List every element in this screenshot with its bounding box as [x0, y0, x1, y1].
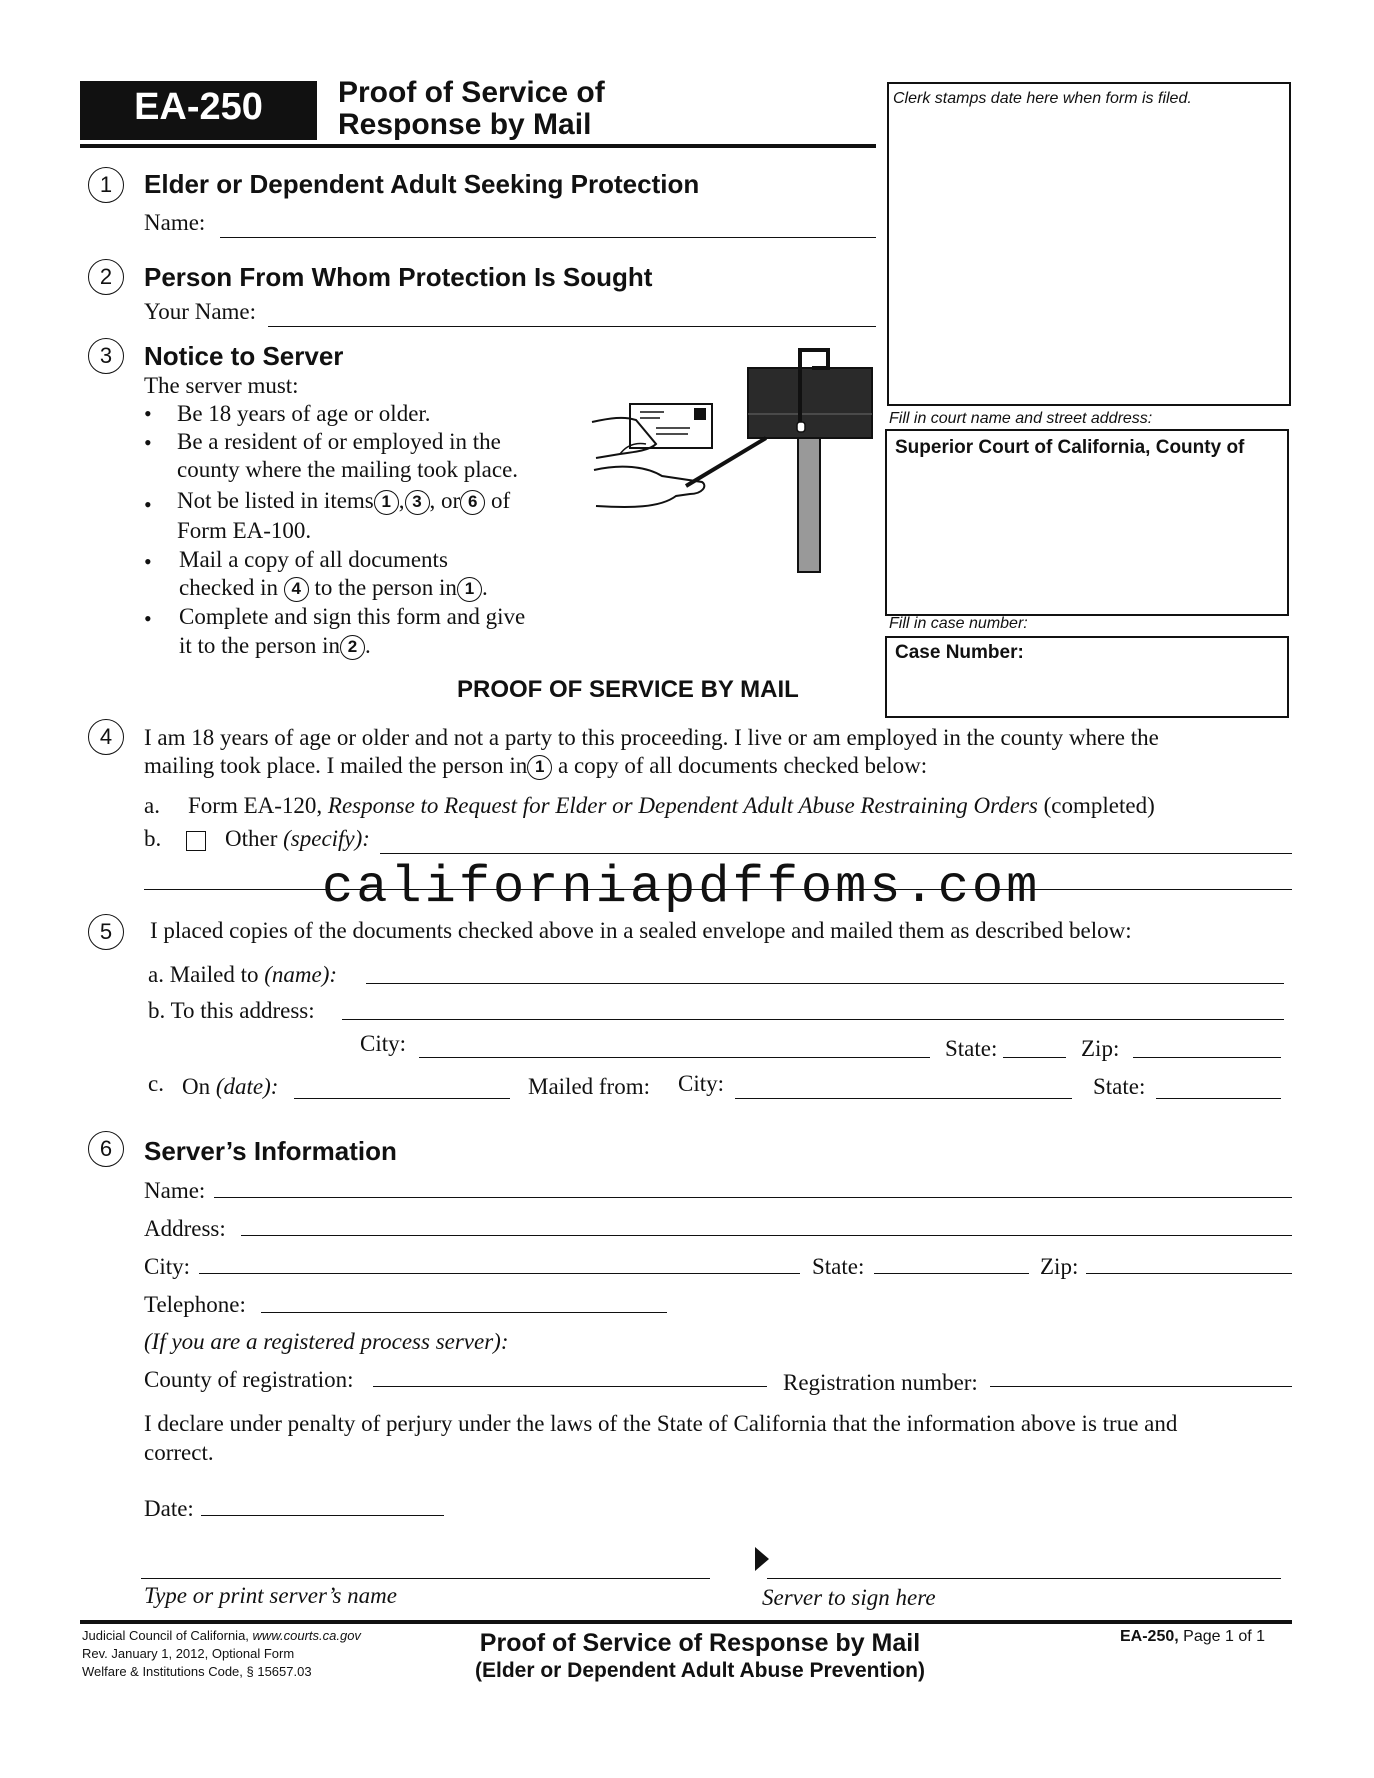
server-address-field[interactable] [241, 1235, 1292, 1236]
notice-bullet-3a [177, 488, 510, 515]
item-4a-completed: (completed) [1043, 793, 1155, 818]
item-5b-label: b. To this address: [148, 998, 315, 1023]
section4-line2 [144, 753, 927, 780]
other-label: Other [225, 826, 278, 851]
bullet-4-text: checked in [179, 575, 278, 600]
footer-subtitle: (Elder or Dependent Adult Abuse Prevention) [475, 1659, 925, 1682]
item-5c-on [182, 1074, 278, 1100]
proof-of-service-title: PROOF OF SERVICE BY MAIL [457, 676, 799, 703]
mailed-from-label: Mailed from: [528, 1074, 650, 1099]
bullet-4-text: to the person in [314, 575, 457, 600]
header-rule [80, 144, 876, 148]
mailing-date-field[interactable] [294, 1098, 510, 1099]
server-telephone-field[interactable] [261, 1312, 667, 1313]
section1-heading: Elder or Dependent Adult Seeking Protection [144, 169, 700, 199]
item-4a-letter: a. [144, 793, 160, 818]
ref-item-2: 2 [340, 635, 365, 660]
mailing-state-field[interactable] [1003, 1057, 1066, 1058]
type-name-caption: Type or print server’s name [144, 1583, 397, 1608]
server-state-label: State: [812, 1254, 865, 1279]
clerk-stamp-note: Clerk stamps date here when form is filed. [893, 90, 1192, 107]
court-name-box[interactable] [885, 429, 1289, 616]
footer-rev: Rev. January 1, 2012, Optional Form [82, 1646, 295, 1661]
server-signature-field[interactable] [767, 1578, 1281, 1579]
bullet: • [144, 606, 152, 631]
date-label: (date): [215, 1074, 279, 1099]
item-5-city-label: City: [360, 1031, 407, 1056]
item-4b-text [225, 826, 370, 852]
other-documents-checkbox[interactable] [186, 831, 206, 851]
ref-item-1: 1 [457, 577, 482, 602]
mailed-to-label: a. Mailed to [148, 962, 259, 987]
mailed-from-state-field[interactable] [1156, 1098, 1281, 1099]
period: . [364, 633, 371, 658]
form-title-line2: Response by Mail [338, 108, 592, 141]
section4-line1: I am 18 years of age or older and not a party to this proceeding. I live or am employed in the county where the [144, 725, 1159, 750]
watermark-text: californiapdffoms.com [322, 858, 1041, 917]
sign-arrow-icon [755, 1547, 769, 1571]
server-telephone-label: Telephone: [144, 1292, 246, 1317]
server-address-label: Address: [144, 1216, 226, 1241]
separator: , or [429, 488, 461, 513]
court-label: Superior Court of California, County of [895, 437, 1245, 458]
separator: , [398, 488, 405, 513]
declaration-date-field[interactable] [201, 1515, 444, 1516]
section4-line2-text: mailing took place. I mailed the person in [144, 753, 528, 778]
item-4a-form: Form EA-120, [188, 793, 323, 818]
notice-bullet-3b: Form EA-100. [177, 518, 312, 543]
footer-org [82, 1628, 361, 1643]
footer-title: Proof of Service of Response by Mail [479, 1629, 921, 1657]
server-city-field[interactable] [199, 1273, 800, 1274]
specify-label: (specify): [283, 826, 370, 851]
on-label: On [182, 1074, 211, 1099]
notice-bullet-3-text: Not be listed in items [177, 488, 374, 513]
court-note: Fill in court name and street address: [889, 410, 1153, 427]
ref-item-1: 1 [374, 490, 399, 515]
section6-heading: Server’s Information [144, 1136, 397, 1166]
mailing-zip-field[interactable] [1133, 1057, 1281, 1058]
clerk-stamp-box [887, 82, 1291, 406]
sign-here-caption: Server to sign here [762, 1585, 936, 1610]
footer-rule [80, 1620, 1292, 1624]
ref-item-4: 4 [284, 577, 309, 602]
section3-heading: Notice to Server [144, 341, 344, 371]
item-number-5: 5 [88, 914, 124, 950]
form-title-line1: Proof of Service of [338, 76, 605, 109]
server-zip-field[interactable] [1086, 1273, 1292, 1274]
item-number-2: 2 [88, 259, 124, 295]
bullet-5-text: it to the person in [179, 633, 340, 658]
item-number-3: 3 [88, 338, 124, 374]
notice-bullet-5a: Complete and sign this form and give [179, 604, 526, 629]
section1-name-label: Name: [144, 210, 206, 235]
server-name-field[interactable] [214, 1197, 1292, 1198]
other-documents-field-1[interactable] [380, 853, 1292, 854]
section2-name-label: Your Name: [144, 299, 257, 324]
notice-bullet-1: Be 18 years of age or older. [177, 401, 431, 426]
notice-bullet-4b [179, 575, 488, 602]
notice-bullet-5b [179, 633, 371, 660]
item-5-zip-label: Zip: [1081, 1036, 1120, 1061]
case-note: Fill in case number: [889, 615, 1028, 632]
item-5c-letter: c. [148, 1071, 164, 1096]
mailing-city-field[interactable] [419, 1057, 930, 1058]
notice-bullet-4a: Mail a copy of all documents [179, 547, 448, 572]
server-city-label: City: [144, 1254, 191, 1279]
item-4a-text [188, 793, 1155, 819]
footer-org-name: Judicial Council of California, [82, 1628, 249, 1643]
item-4a-form-title: Response to Request for Elder or Dependent Adult Abuse Restraining Orders [327, 793, 1038, 818]
item-number-6: 6 [88, 1131, 124, 1167]
date-label: Date: [144, 1496, 194, 1521]
registration-number-field[interactable] [990, 1386, 1292, 1387]
server-zip-label: Zip: [1040, 1254, 1079, 1279]
bullet: • [144, 549, 152, 574]
mailed-from-city-label: City: [678, 1071, 725, 1096]
registration-number-label: Registration number: [783, 1370, 978, 1395]
mailed-from-city-field[interactable] [735, 1098, 1072, 1099]
item-4b-letter: b. [144, 826, 162, 851]
server-name-label: Name: [144, 1178, 206, 1203]
item-number-1: 1 [88, 167, 124, 203]
item-5a-label [148, 962, 337, 988]
mailed-from-state-label: State: [1093, 1074, 1146, 1099]
period: . [481, 575, 488, 600]
county-registration-field[interactable] [373, 1386, 767, 1387]
ref-item-6: 6 [460, 490, 485, 515]
county-registration-label: County of registration: [144, 1367, 354, 1392]
section3-intro: The server must: [144, 373, 299, 398]
footer-url: www.courts.ca.gov [252, 1628, 361, 1643]
declaration-line1: I declare under penalty of perjury under the laws of the State of California that the information above is true and [144, 1411, 1178, 1436]
item-number-4: 4 [88, 719, 124, 755]
ref-item-1: 1 [527, 755, 552, 780]
restrained-person-name-field[interactable] [268, 326, 876, 327]
footer-page-code: EA-250, [1120, 1628, 1179, 1645]
ref-item-3: 3 [405, 490, 430, 515]
of-text: of [490, 488, 511, 513]
server-printed-name-field[interactable] [141, 1578, 710, 1579]
registered-server-note: (If you are a registered process server): [144, 1329, 509, 1354]
item-5-state-label: State: [945, 1036, 998, 1061]
section2-heading: Person From Whom Protection Is Sought [144, 262, 653, 292]
mailed-to-name-field[interactable] [366, 983, 1284, 984]
bullet: • [144, 401, 152, 426]
mailing-address-field[interactable] [342, 1019, 1284, 1020]
footer-page-number: Page 1 of 1 [1183, 1628, 1265, 1645]
bullet: • [144, 492, 152, 517]
section4-line2-text: a copy of all documents checked below: [557, 753, 928, 778]
server-state-field[interactable] [874, 1273, 1029, 1274]
bullet: • [144, 430, 152, 455]
notice-bullet-2b: county where the mailing took place. [177, 457, 519, 482]
name-label: (name): [264, 962, 338, 987]
declaration-line2: correct. [144, 1440, 214, 1465]
footer-page [1120, 1628, 1265, 1646]
case-label: Case Number: [895, 642, 1024, 663]
case-number-box[interactable] [885, 636, 1289, 718]
protected-person-name-field[interactable] [220, 237, 876, 238]
section5-intro: I placed copies of the documents checked above in a sealed envelope and mailed them as described below: [150, 918, 1132, 943]
form-code: EA-250 [134, 86, 263, 128]
footer-code: Welfare & Institutions Code, § 15657.03 [82, 1664, 312, 1679]
mailbox-hands-illustration [590, 346, 875, 576]
notice-bullet-2a: Be a resident of or employed in the [177, 429, 501, 454]
